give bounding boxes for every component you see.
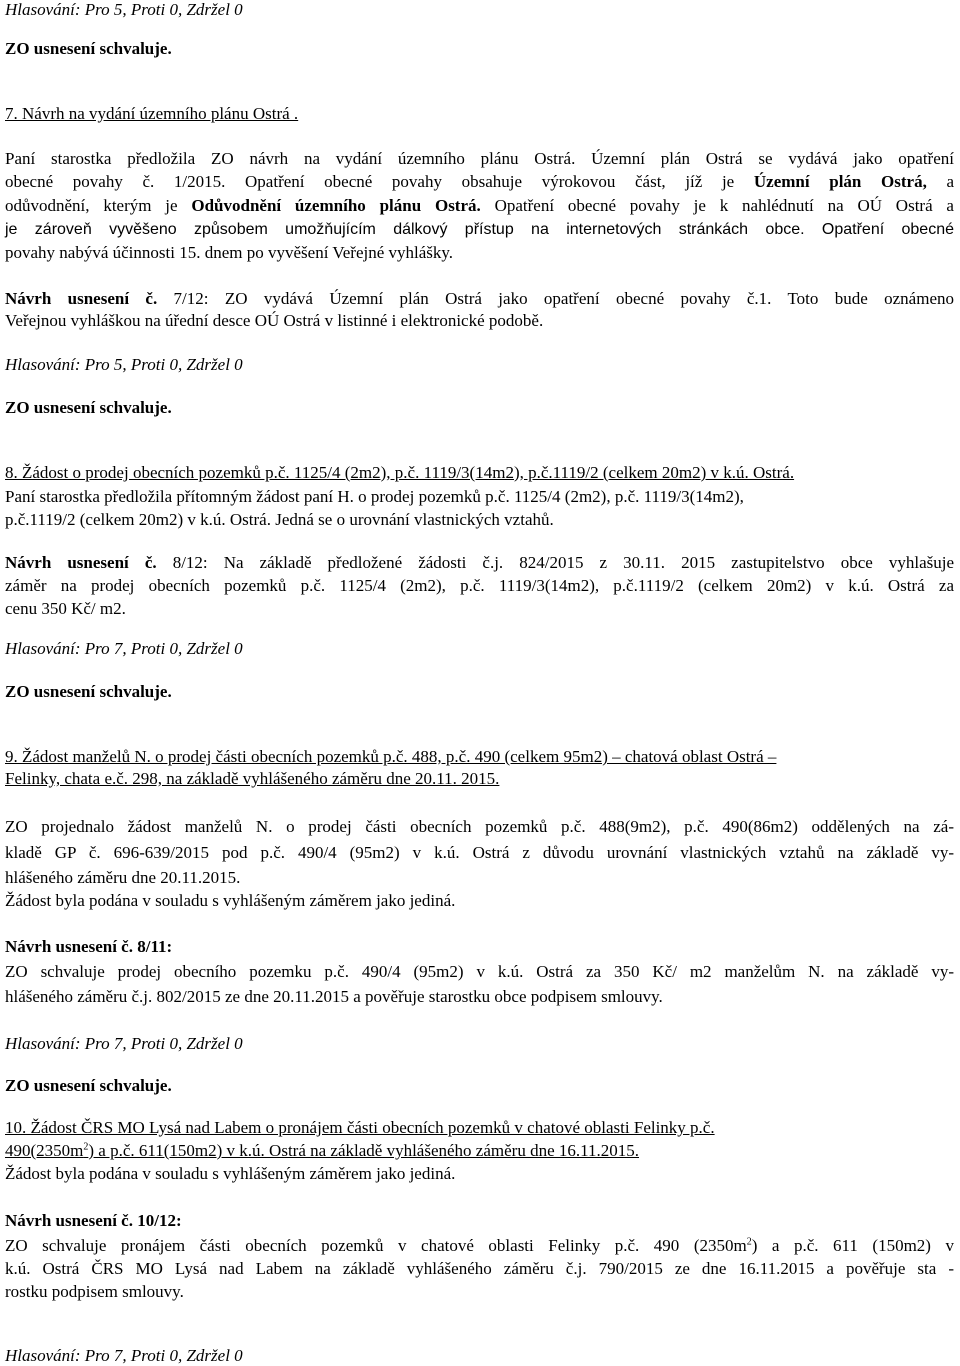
s7-line-4: je zároveň vyvěšeno způsobem umožňujícím dálkový přístup na internetových stránkách obce. Opatření obecné bbox=[5, 221, 954, 238]
section-10-title-line-2: $490(2350m^2)$ a p.č. 611(150m2) v k.ú. Ostrá na základě vyhlášeného záměru dne 16.11.2015. bbox=[5, 1141, 639, 1160]
s9-proposal-line-2: hlášeného záměru č.j. 802/2015 ze dne 20.11.2015 a pověřuje starostku obce podpisem smlouvy. bbox=[5, 987, 663, 1006]
section-8-title: 8. Žádost o prodej obecních pozemků p.č. 1125/4 (2m2), p.č. 1119/3(14m2), p.č.1119/2 (celkem 20m2) v k.ú. Ostrá. bbox=[5, 463, 795, 482]
s7-line-2: obecné povahy č. 1/2015. Opatření obecné povahy obsahuje výrokovou část, jíž je Územní plán Ostrá, a bbox=[5, 172, 955, 191]
voting-result: Hlasování: Pro 5, Proti 0, Zdržel 0 bbox=[5, 355, 243, 374]
section-10-title-line-1: 10. Žádost ČRS MO Lysá nad Labem o pronájem části obecních pozemků v chatové oblasti Felinky p.č. bbox=[5, 1118, 715, 1137]
s9-proposal-line-1: ZO schvaluje prodej obecního pozemku p.č. 490/4 (95m2) v k.ú. Ostrá za 350 Kč/ m2 manželům N. na základě vy- bbox=[5, 962, 954, 981]
s9-line-1: ZO projednalo žádost manželů N. o prodej části obecních pozemků p.č. 488(9m2), p.č. 490(86m2) oddělených na zá- bbox=[5, 817, 954, 836]
section-9-title-line-2: Felinky, chata e.č. 298, na základě vyhlášeného záměru dne 20.11. 2015. bbox=[5, 769, 500, 788]
s7-line-5: povahy nabývá účinnosti 15. dnem po vyvěšení Veřejné vyhlášky. bbox=[5, 243, 454, 262]
s8-proposal-line-3: cenu 350 Kč/ m2. bbox=[5, 599, 126, 618]
resolution-approved: ZO usnesení schvaluje. bbox=[5, 1076, 172, 1095]
s10-proposal-line-1: ZO schvaluje pronájem části obecních pozemků v chatové oblasti Felinky p.č. 490 $(2350m^2)$ a p.č. 611 (150m2) v bbox=[5, 1236, 954, 1255]
voting-result: Hlasování: Pro 7, Proti 0, Zdržel 0 bbox=[5, 1346, 243, 1365]
s9-line-3: hlášeného záměru dne 20.11.2015. bbox=[5, 868, 241, 887]
s10-proposal-line-2: k.ú. Ostrá ČRS MO Lysá nad Labem na základě vyhlášeného záměru č.j. 790/2015 ze dne 16.11.2015 a pověřuje sta - bbox=[5, 1259, 954, 1278]
s7-line-3: odůvodnění, kterým je Odůvodnění územního plánu Ostrá. Opatření obecné povahy je k nahlédnutí na OÚ Ostrá a bbox=[5, 196, 954, 215]
s7-proposal-line-2: Veřejnou vyhláškou na úřední desce OÚ Ostrá v listinné i elektronické podobě. bbox=[5, 311, 544, 330]
s7-line-1: Paní starostka předložila ZO návrh na vydání územního plánu Ostrá. Územní plán Ostrá se vydává jako opatření bbox=[5, 149, 954, 168]
resolution-approved: ZO usnesení schvaluje. bbox=[5, 398, 172, 417]
section-9-title-line-1: 9. Žádost manželů N. o prodej části obecních pozemků p.č. 488, p.č. 490 (celkem 95m2) – chatová oblast Ostrá – bbox=[5, 747, 777, 766]
voting-result: Hlasování: Pro 5, Proti 0, Zdržel 0 bbox=[5, 0, 243, 19]
voting-result: Hlasování: Pro 7, Proti 0, Zdržel 0 bbox=[5, 1034, 243, 1053]
s10-proposal-line-3: rostku podpisem smlouvy. bbox=[5, 1282, 184, 1301]
s8-proposal-line-2: záměr na prodej obecních pozemků p.č. 1125/4 (2m2), p.č. 1119/3(14m2), p.č.1119/2 (celkem 20m2) v k.ú. Ostrá za bbox=[5, 576, 954, 595]
section-7-title: 7. Návrh na vydání územního plánu Ostrá . bbox=[5, 104, 299, 123]
s8-proposal-line-1: Návrh usnesení č. 8/12: Na základě předložené žádosti č.j. 824/2015 z 30.11. 2015 zastupitelstvo obce vyhlašuje bbox=[5, 553, 955, 572]
s8-line-2: p.č.1119/2 (celkem 20m2) v k.ú. Ostrá. Jedná se o urovnání vlastnických vztahů. bbox=[5, 510, 554, 529]
s10-line-1: Žádost byla podána v souladu s vyhlášeným záměrem jako jediná. bbox=[5, 1164, 456, 1183]
s9-proposal-heading: Návrh usnesení č. 8/11: bbox=[5, 937, 173, 956]
resolution-approved: ZO usnesení schvaluje. bbox=[5, 39, 172, 58]
resolution-approved: ZO usnesení schvaluje. bbox=[5, 682, 172, 701]
s10-proposal-heading: Návrh usnesení č. 10/12: bbox=[5, 1211, 182, 1230]
s8-line-1: Paní starostka předložila přítomným žádost paní H. o prodej pozemků p.č. 1125/4 (2m2), p.č. 1119/3(14m2), bbox=[5, 487, 744, 506]
s7-proposal-line-1: Návrh usnesení č. 7/12: ZO vydává Územní plán Ostrá jako opatření obecné povahy č.1. Toto bude oznámeno bbox=[5, 289, 954, 308]
s9-line-2: kladě GP č. 696-639/2015 pod p.č. 490/4 (95m2) v k.ú. Ostrá z důvodu urovnání vlastnických vztahů na základě vy- bbox=[5, 843, 954, 862]
voting-result: Hlasování: Pro 7, Proti 0, Zdržel 0 bbox=[5, 639, 243, 658]
s9-line-4: Žádost byla podána v souladu s vyhlášeným záměrem jako jediná. bbox=[5, 891, 456, 910]
